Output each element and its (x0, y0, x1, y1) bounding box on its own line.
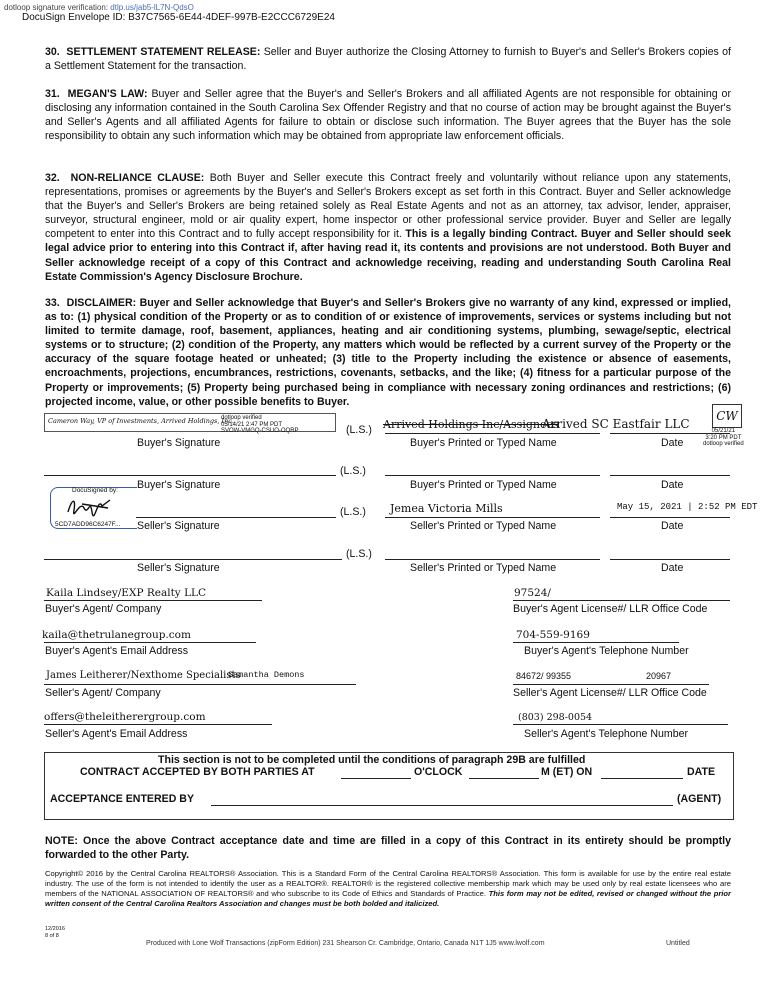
seller-agent-line (44, 684, 356, 685)
ls-marker: (L.S.) (346, 548, 372, 560)
buyer1-name-struck: Arrived Holdings Inc/Assignees (383, 418, 559, 431)
produced-with: Produced with Lone Wolf Transactions (zipForm Edition) 231 Shearson Cr. Cambridge, Ontario, Canada N1T 1J5 www.lwolf.com (146, 940, 545, 947)
section-30 (45, 45, 731, 73)
seller1-signature-scribble (62, 494, 122, 518)
buyer-printed-label: Buyer's Printed or Typed Name (410, 479, 557, 491)
buyer2-signature-line[interactable] (44, 475, 336, 476)
date-label: Date (661, 520, 684, 532)
section-body: Seller and Buyer authorize the Closing Attorney to furnish to Buyer's and Seller's Brokers copies of a Settlement Statement for the transaction. (45, 46, 731, 73)
buyer-agent-label: Buyer's Agent/ Company (45, 603, 162, 615)
section-bold-tail: This is a legally binding Contract. Buyer and Seller should seek legal advice prior to entering into this Contract if, after having read it, its contents and provisions are not understood. Both Buyer and Seller acknowledge receipt of a copy of this Contract and acknowledge receiving, reading and understanding South Carolina Real Estate Commission's Agency Disclosure Brochure. (45, 228, 731, 283)
section-title: NON-RELIANCE CLAUSE: (70, 172, 205, 184)
seller2-name-line[interactable] (385, 559, 600, 560)
section-number: 33. (45, 297, 60, 309)
seller-phone-line (513, 724, 728, 725)
date-label: DATE (687, 766, 716, 778)
acceptance-box (44, 752, 734, 820)
buyer-phone-line (513, 642, 679, 643)
seller2-date-line[interactable] (610, 559, 730, 560)
buyer-signature-label: Buyer's Signature (137, 437, 221, 449)
ls-marker: (L.S.) (346, 424, 372, 436)
buyer-printed-label: Buyer's Printed or Typed Name (410, 437, 557, 449)
section-body: Both Buyer and Seller execute this Contract freely and voluntarily without reliance upon any statements, representations, promises or agreements by the Buyer's and Seller's Brokers except as set forth in this Contract. Buyer and Seller acknowledge that the Buyer's and Seller's Brokers are being retained solely as Real Estate Agents and not as an attorney, tax advisor, lender, appraiser, surveyor, structural engineer, mold or air quality expert, home inspector or other professional service provider. Buyer and Seller are legally competent to enter into this Contract and to fully accept responsibility for it. (45, 172, 732, 241)
seller-phone-label: Seller's Agent's Telephone Number (524, 728, 689, 740)
section-33 (45, 296, 731, 409)
seller-agent-value: James Leitherer/Nexthome Specialists (46, 670, 241, 681)
section-31 (45, 87, 731, 143)
note-paragraph (45, 834, 731, 862)
buyer1-dotloop-stamp: dotloop verified 05/14/21 2:47 PM PDT SVOW-VMGQ-CSUO-OQRP (221, 415, 299, 434)
copyright-paragraph (45, 869, 731, 909)
seller-email-line (44, 724, 272, 725)
section-number: 31. (45, 88, 60, 100)
note-body: Once the above Contract acceptance date and time are filled in a copy of this Contract in its entirety should be promptly forwarded to the other Party. (45, 835, 731, 862)
seller-signature-label: Seller's Signature (137, 520, 220, 532)
oclock-label: O'CLOCK (414, 766, 463, 778)
ls-marker: (L.S.) (340, 465, 366, 477)
buyer-agent-line (44, 600, 262, 601)
seller-agent-label: Seller's Agent/ Company (45, 687, 161, 699)
seller-signature-label: Seller's Signature (137, 562, 220, 574)
seller-license-extra: 20967 (646, 671, 672, 681)
seller1-name: Jemea Victoria Mills (390, 502, 503, 515)
date-label: Date (661, 562, 684, 574)
buyer-signature-label: Buyer's Signature (137, 479, 221, 491)
note-title: NOTE: (45, 835, 78, 847)
docusigned-by-label: DocuSigned by: (72, 487, 118, 494)
section-32 (45, 171, 731, 284)
acceptance-ampm-field[interactable] (469, 778, 539, 779)
dotloop-verification (4, 3, 194, 12)
ls-marker: (L.S.) (340, 506, 366, 518)
buyer2-date-line[interactable] (610, 475, 730, 476)
buyer-license-value: 97524/ (514, 587, 551, 599)
section-title: MEGAN'S LAW: (67, 88, 148, 100)
entered-by-label: ACCEPTANCE ENTERED BY (50, 793, 195, 805)
buyer-email-value: kaila@thetrulanegroup.com (42, 629, 191, 641)
seller-printed-label: Seller's Printed or Typed Name (410, 520, 557, 532)
buyer-license-label: Buyer's Agent License#/ LLR Office Code (513, 603, 708, 615)
buyer1-signature: Cameron Way, VP of Investments, Arrived Holdings, Inc. (48, 417, 234, 425)
seller1-date-line (610, 517, 730, 518)
section-title: SETTLEMENT STATEMENT RELEASE: (66, 46, 261, 58)
acceptance-date-field[interactable] (601, 778, 683, 779)
date-label: Date (661, 479, 684, 491)
m-et-on-label: M (ET) ON (541, 766, 593, 778)
acceptance-time-field[interactable] (341, 778, 411, 779)
seller1-signature-line[interactable] (136, 517, 336, 518)
seller-license-value: 84672/ 99355 (516, 671, 572, 681)
seller-license-label: Seller's Agent License#/ LLR Office Code (513, 687, 707, 699)
section-body: Buyer and Seller agree that the Buyer's and Seller's Brokers and all affiliated Agents are not responsible for obtaining or disclosing any information contained in the South Carolina Sex Offender Registry and that no course of action may be brought against the Buyer's and Seller's Agents and all affiliated Agents for failure to obtain or disclose such information. The Buyer agrees that the Buyer has the sole responsibility to obtain any such information which may be obtained from appropriate law enforcement officials. (45, 88, 731, 143)
seller-phone-value: (803) 298-0054 (518, 712, 593, 723)
buyer1-initials-box[interactable]: CW (712, 404, 742, 428)
seller1-docusign-id: 5CD7ADD96C6247F... (55, 521, 121, 528)
copyright-bold-italic: This form may not be edited, revised or changed without the prior written consent of the Central Carolina Realtors Association and changes must be both bolded and italicized. (45, 889, 731, 908)
verification-link[interactable]: dtlp.us/jab5-lL7N-QdsO (110, 3, 194, 12)
document-name: Untitled (666, 940, 690, 947)
seller-printed-label: Seller's Printed or Typed Name (410, 562, 557, 574)
agent-label: (AGENT) (677, 793, 722, 805)
accepted-prefix: CONTRACT ACCEPTED BY BOTH PARTIES AT (80, 766, 315, 778)
entered-by-field[interactable] (211, 805, 673, 806)
seller-email-value: offers@theleitherergroup.com (44, 711, 206, 723)
buyer-agent-value: Kaila Lindsey/EXP Realty LLC (46, 587, 207, 599)
date-label: Date (661, 437, 684, 449)
page-number: 8 of 8 (45, 933, 59, 939)
buyer-phone-label: Buyer's Agent's Telephone Number (524, 645, 689, 657)
buyer1-name-line (385, 433, 600, 434)
section-body: Buyer and Seller acknowledge that Buyer's and Seller's Brokers give no warranty of any kind, expressed or implied, as to: (1) physical condition of the Property or as to condition of or existence of improvements, services or systems including but not limited to termite damage, roof, basement, appliances, heating and air conditioning systems, plumbing, sewage/septic, electrical systems or to structure; (2) condition of the Property, any matters which would be reflected by a current survey of the Property or the accuracy of the square footage heated or unheated; (3) title to the Property including the existence or absence of easements, encroachments, projections, encumbrances, restrictions, covenants, setbacks, and the like; (4) fitness for a particular purpose of the Property or improvements; (5) Property being purchased being in compliance with necessary zoning ordinances and restrictions; (6) projected income, value, or other possible benefits to Buyer. (45, 297, 731, 408)
buyer-phone-value: 704-559-9169 (516, 629, 590, 641)
buyer-email-line (44, 642, 256, 643)
verification-label: dotloop signature verification: (4, 3, 109, 12)
seller-email-label: Seller's Agent's Email Address (45, 728, 188, 740)
seller-license-line (513, 684, 709, 685)
seller2-signature-line[interactable] (44, 559, 342, 560)
copyright-body: Copyright© 2016 by the Central Carolina REALTORS® Association. This is a Standard Form of the Central Carolina REALTORS® Association. This form is available for use by the entire real estate industry. The use of the form is not intended to identify the user as a REALTOR®. REALTOR® is the registered collective membership mark which may be used only by real estate licensees who are members of the NATIONAL ASSOCIATION OF REALTORS® and who subscribe to its Code of Ethics and Standards of Practice. (45, 869, 731, 898)
buyer2-name-line[interactable] (385, 475, 600, 476)
form-revision: 12/2016 (45, 926, 65, 932)
envelope-id: DocuSign Envelope ID: B37C7565-6E44-4DEF-997B-E2CCC6729E24 (22, 12, 335, 23)
buyer1-name: Arrived SC Eastfair LLC (542, 417, 690, 431)
section-number: 30. (45, 46, 60, 58)
seller1-name-line (385, 517, 600, 518)
section-title: DISCLAIMER: (66, 297, 137, 309)
seller-agent-extra: Samantha Demons (228, 670, 305, 680)
section-number: 32. (45, 172, 60, 184)
buyer1-signature-field[interactable] (44, 413, 336, 432)
seller1-date: May 15, 2021 | 2:52 PM EDT (617, 502, 758, 512)
acceptance-notice: This section is not to be completed until the conditions of paragraph 29B are fulfilled (158, 754, 586, 766)
buyer-email-label: Buyer's Agent's Email Address (45, 645, 189, 657)
buyer1-date-stamp: 05/21/21 3:20 PM PDT dotloop verified (703, 428, 744, 447)
buyer-license-line (513, 600, 730, 601)
